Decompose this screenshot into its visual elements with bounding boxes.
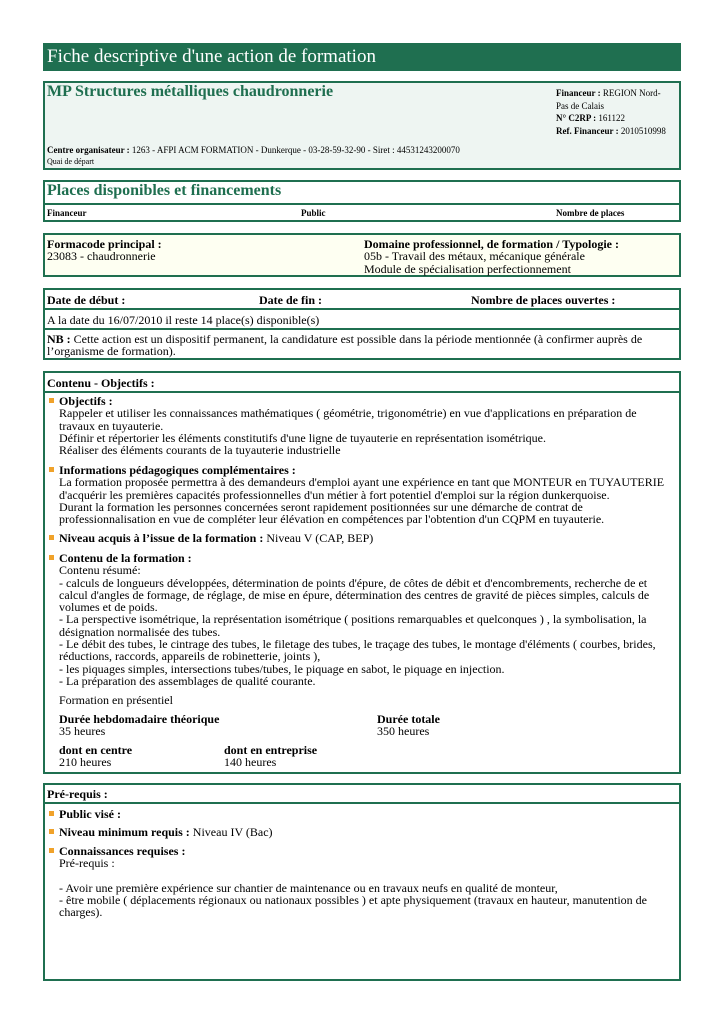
contenu-divider — [45, 391, 679, 393]
bullet-icon — [49, 555, 54, 560]
date-fin-label: Date de fin : — [259, 293, 322, 307]
objectifs: Objectifs : Rappeler et utiliser les connaissances mathématiques ( géométrie, trigonométrie) en vue d'applications en préparation de travaux en tuyauterie. Définir et répertorier les éléments constitutifs d'une ligne de tuyauterie en représentation isométrique. Réaliser des éléments courants de la tuyauterie industrielle — [59, 394, 637, 458]
bullet-icon — [49, 398, 54, 403]
col-financeur: Financeur — [47, 208, 87, 218]
dates-divider-2 — [45, 328, 679, 330]
page-title: Fiche descriptive d'une action de formation — [47, 46, 376, 67]
centre-organisateur: Centre organisateur : 1263 - AFPI ACM FORMATION - Dunkerque - 03-28-59-32-90 - Siret : 44531243200070 — [47, 145, 460, 155]
dates-divider-1 — [45, 308, 679, 310]
page-title-bar — [43, 43, 681, 71]
presentiel: Formation en présentiel — [59, 693, 173, 707]
quai-depart: Quai de départ — [47, 157, 95, 166]
formacode: Formacode principal : 23083 - chaudronnerie — [47, 237, 162, 264]
prerequis-title: Pré-requis : — [47, 787, 108, 801]
niveau-acquis: Niveau acquis à l’issue de la formation : Niveau V (CAP, BEP) — [59, 531, 374, 545]
duree-hebdo: Durée hebdomadaire théorique 35 heures — [59, 712, 220, 739]
contenu-formation: Contenu de la formation : Contenu résumé: - calculs de longueurs développées, détermination de points d'épure, de côtes de débit et d'encombrements, recherche de et calcul d'angles de formage, de réglage, de mise en épure, détermination des centres de gravité de pièces simples, calculs de volumes et de poids. - La perspective isométrique, la représentation isométrique ( positions remarquables et quelconques ) , la symbolisation, la désignation normalisée des tubes. - Le débit des tubes, le cintrage des tubes, le filetage des tubes, le traçage des tubes, le montage d'éléments ( courbes, brides, réductions, raccords, appareils de robinetterie, joints ), - les piquages simples, intersections tubes/tubes, le piquage en sabot, le piquage en injection. - La préparation des assemblages de qualité courante. — [59, 551, 656, 688]
availability-text: A la date du 16/07/2010 il reste 14 place(s) disponible(s) — [47, 313, 320, 327]
prerequis-divider — [45, 802, 679, 804]
places-title: Places disponibles et financements — [47, 182, 282, 199]
heures-entreprise: dont en entreprise 140 heures — [224, 743, 318, 770]
duree-totale: Durée totale 350 heures — [377, 712, 440, 739]
bullet-icon — [49, 535, 54, 540]
col-nombre-places: Nombre de places — [556, 208, 625, 218]
bullet-icon — [49, 848, 54, 853]
bullet-icon — [49, 829, 54, 834]
col-public: Public — [301, 208, 326, 218]
bullet-icon — [49, 467, 54, 472]
action-title: MP Structures métalliques chaudronnerie — [47, 83, 334, 100]
public-vise: Public visé : — [59, 807, 121, 821]
domaine: Domaine professionnel, de formation / Typologie : 05b - Travail des métaux, mécanique générale Module de spécialisation perfectionnement — [364, 237, 619, 276]
niveau-minimum: Niveau minimum requis : Niveau IV (Bac) — [59, 825, 273, 839]
heures-centre: dont en centre 210 heures — [59, 743, 133, 770]
places-divider — [45, 203, 679, 205]
contenu-title: Contenu - Objectifs : — [47, 376, 155, 390]
date-debut-label: Date de début : — [47, 293, 126, 307]
bullet-icon — [49, 811, 54, 816]
places-ouvertes-label: Nombre de places ouvertes : — [471, 293, 616, 307]
connaissances-requises: Connaissances requises : Pré-requis : - Avoir une première expérience sur chantier de maintenance ou en travaux neufs en qualité de monteur, - être mobile ( déplacements régionaux ou nationaux possibles ) et apte physiquement (travaux en hauteur, manutention de charges). — [59, 844, 647, 920]
nb-note: NB : Cette action est un dispositif permanent, la candidature est possible dans la période mentionnée (à confirmer auprès de l’organisme de formation). — [47, 332, 643, 359]
informations-pedagogiques: Informations pédagogiques complémentaires : La formation proposée permettra à des demandeurs d'emploi ayant une expérience en tant que MONTEUR en TUYAUTERIE d'acquérir les premières capacités professionnelles d'un métier à fort potentiel d'emploi sur la région dunkerquoise. Durant la formation les personnes concernées seront rapidement positionnées sur une démarche de contrat de professionnalisation en vue de compléter leur élévation en compétences par l'obtention d'un CQPM en tuyauterie. — [59, 463, 665, 527]
financeur-block: Financeur : REGION Nord- Pas de Calais N° C2RP : 161122 Ref. Financeur : 2010510998 — [556, 88, 666, 136]
